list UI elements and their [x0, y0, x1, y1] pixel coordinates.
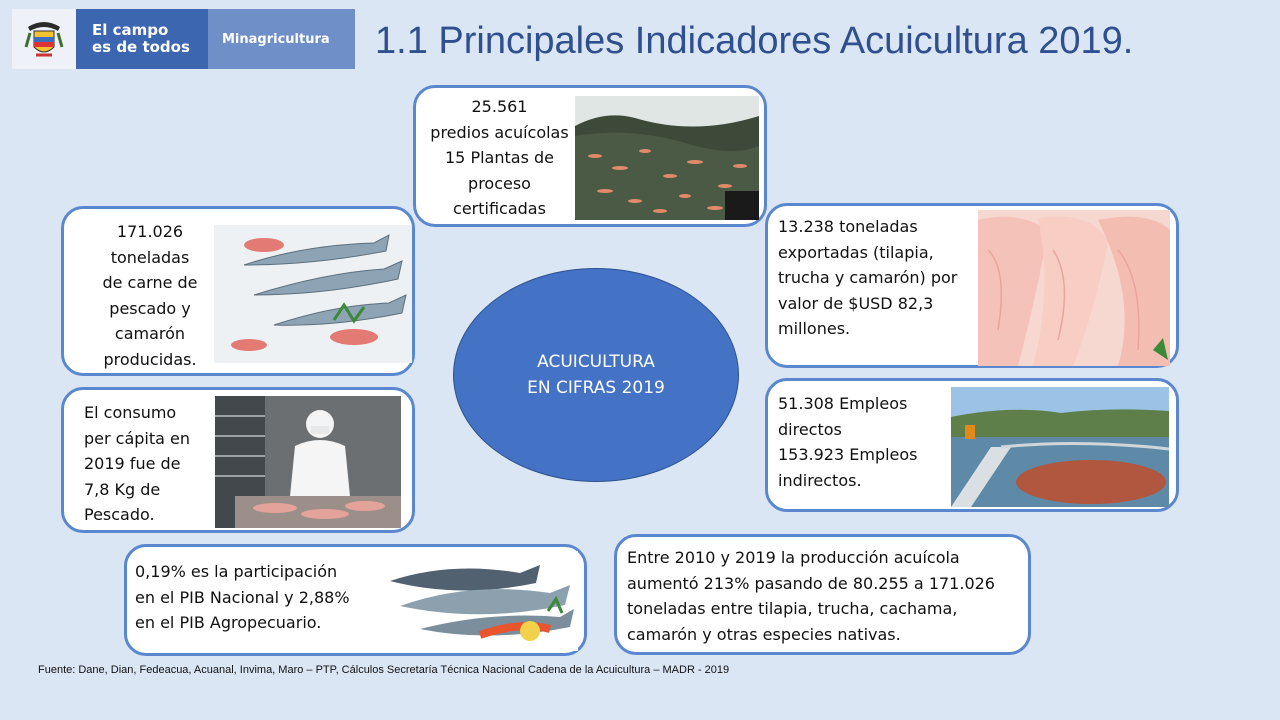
empleos-line-4: indirectos.	[778, 470, 862, 490]
pib-line-3: en el PIB Agropecuario.	[135, 613, 322, 632]
card-pib	[124, 544, 587, 656]
consumo-line-2: per cápita en	[84, 428, 191, 448]
produccion-line-3: de carne de	[102, 273, 198, 292]
card-produccion	[61, 206, 415, 376]
exportaciones-line-3: trucha y camarón) por	[778, 268, 958, 287]
center-line-2: EN CIFRAS 2019	[527, 378, 665, 398]
predios-line-5: certificadas	[453, 199, 546, 218]
consumo-line-4: 7,8 Kg de	[84, 479, 161, 499]
produccion-line-1: 171.026	[116, 222, 184, 241]
produccion-line-5: camarón	[114, 324, 186, 343]
consumo-line-3: 2019 fue de	[84, 454, 181, 473]
fish-farm-pond-photo	[575, 96, 759, 220]
fish-fillet-photo	[978, 210, 1170, 366]
fish-cage-farm-photo	[951, 387, 1169, 507]
ministry-label: Minagricultura	[208, 9, 355, 69]
exportaciones-line-2: exportadas (tilapia,	[778, 242, 934, 262]
logo-line-1: El campo	[92, 21, 169, 39]
exportaciones-line-1: 13.238 toneladas	[778, 217, 918, 236]
exportaciones-line-5: millones.	[778, 319, 851, 338]
predios-line-4: proceso	[468, 173, 531, 193]
produccion-line-4: pescado y	[109, 298, 191, 318]
government-logo	[12, 9, 355, 69]
crecimiento-line-4: camarón y otras especies nativas.	[627, 624, 901, 644]
predios-line-3: 15 Plantas de	[445, 148, 554, 167]
logo-slogan	[76, 9, 208, 69]
produccion-line-2: toneladas	[110, 247, 190, 267]
card-predios	[413, 85, 767, 227]
card-empleos	[765, 378, 1179, 512]
crecimiento-line-3: toneladas entre tilapia, trucha, cachama,	[627, 599, 958, 618]
fish-processing-worker-photo	[215, 396, 401, 528]
empleos-line-1: 51.308 Empleos	[778, 394, 908, 413]
fish-on-ice-photo	[214, 225, 412, 363]
source-footnote: Fuente: Dane, Dian, Fedeacua, Acuanal, Invima, Maro – PTP, Cálculos Secretaría Técnica Nacional Cadena de la Acuicultura – MADR - 2019	[38, 664, 730, 676]
center-line-1: ACUICULTURA	[537, 352, 655, 372]
fresh-fish-photo	[380, 551, 578, 651]
empleos-line-2: directos	[778, 419, 842, 439]
center-ellipse	[453, 268, 739, 482]
produccion-line-6: producidas.	[103, 349, 197, 369]
consumo-line-5: Pescado.	[84, 505, 155, 524]
coat-of-arms-icon	[12, 9, 76, 69]
predios-line-2: predios acuícolas	[430, 122, 569, 142]
crecimiento-line-2: aumentó 213% pasando de 80.255 a 171.026	[627, 573, 995, 593]
logo-line-2: es de todos	[92, 38, 190, 56]
empleos-line-3: 153.923 Empleos	[778, 445, 918, 464]
predios-line-1: 25.561	[471, 97, 528, 116]
page-title: 1.1 Principales Indicadores Acuicultura 2019.	[375, 20, 1134, 62]
consumo-line-1: El consumo	[84, 403, 177, 422]
pib-line-1: 0,19% es la participación	[135, 562, 338, 581]
pib-line-2: en el PIB Nacional y 2,88%	[135, 587, 350, 607]
card-consumo	[61, 387, 415, 533]
crecimiento-line-1: Entre 2010 y 2019 la producción acuícola	[627, 548, 960, 567]
card-crecimiento	[614, 534, 1031, 655]
exportaciones-line-4: valor de $USD 82,3	[778, 293, 934, 313]
card-exportaciones	[765, 203, 1179, 368]
